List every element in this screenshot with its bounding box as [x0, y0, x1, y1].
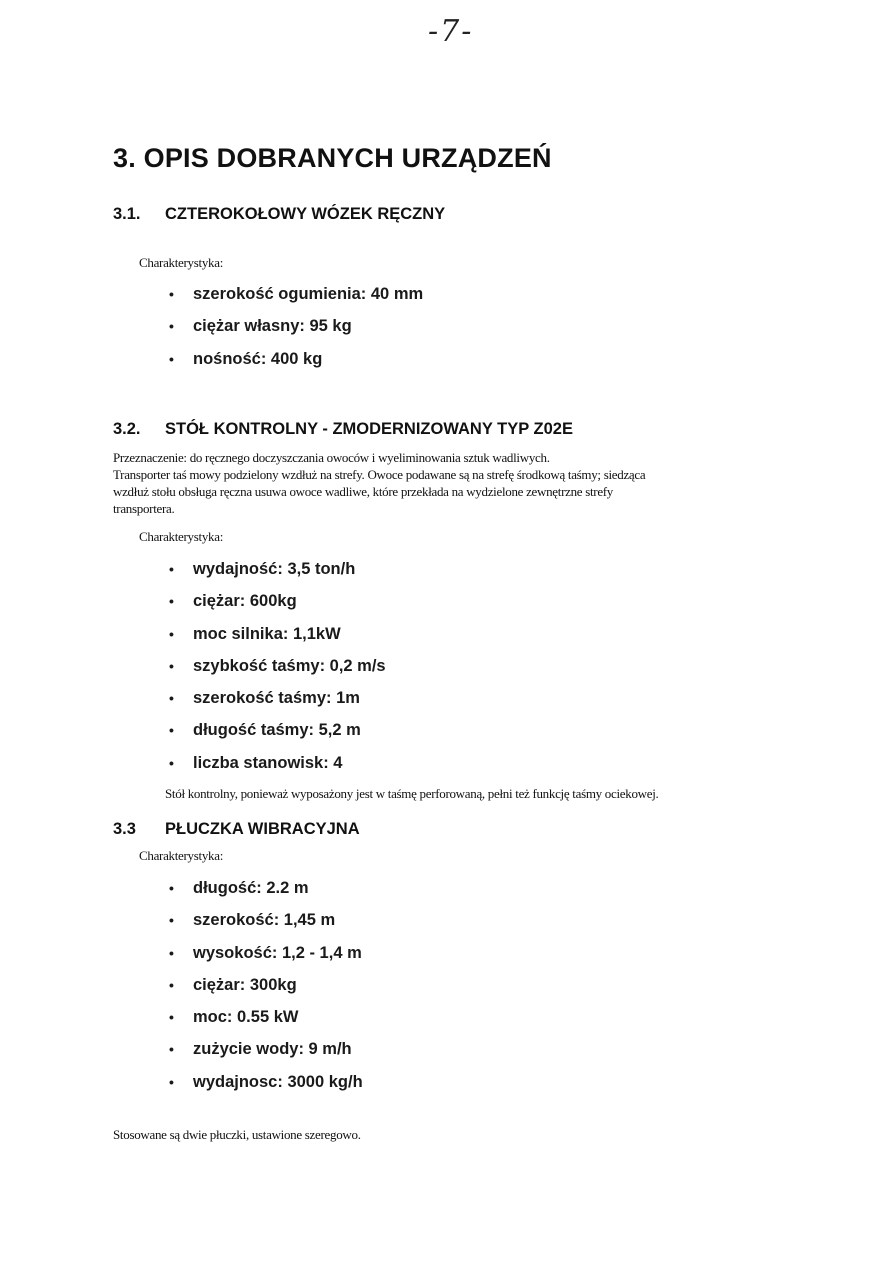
section-heading-3-2: [113, 420, 573, 439]
description-line: wzdłuż stołu obsługa ręczna usuwa owoce wadliwe, które przekłada na wydzielone zewnętrzne strefy: [113, 484, 614, 499]
section-title: PŁUCZKA WIBRACYJNA: [165, 820, 360, 838]
description-paragraph: [113, 449, 793, 517]
list-item: • szerokość ogumienia: 40 mm: [166, 283, 423, 315]
section-heading-3-3: [113, 820, 360, 839]
characteristics-label: Charakterystyka:: [139, 848, 224, 863]
spec-list-3-2: [166, 558, 386, 784]
section-title: STÓŁ KONTROLNY - ZMODERNIZOWANY TYP Z02E: [165, 420, 573, 438]
section-number: 3.1.: [113, 205, 141, 223]
list-item: • szerokość: 1,45 m: [166, 909, 363, 941]
section-title: CZTEROKOŁOWY WÓZEK RĘCZNY: [165, 205, 446, 223]
list-item: • moc: 0.55 kW: [166, 1006, 363, 1038]
characteristics-label: Charakterystyka:: [139, 529, 224, 544]
characteristics-label: Charakterystyka:: [139, 255, 224, 270]
description-line: transportera.: [113, 501, 175, 516]
spec-list-3-1: [166, 283, 423, 380]
list-item: • wysokość: 1,2 - 1,4 m: [166, 942, 363, 974]
description-line: Przeznaczenie: do ręcznego doczyszczania owoców i wyeliminowania sztuk wadliwych.: [113, 450, 550, 465]
list-item: • długość taśmy: 5,2 m: [166, 719, 386, 751]
spec-list-3-3: [166, 877, 363, 1103]
list-item: • ciężar: 300kg: [166, 974, 363, 1006]
note-text: Stosowane są dwie płuczki, ustawione szeregowo.: [113, 1127, 361, 1142]
list-item: • wydajnosc: 3000 kg/h: [166, 1071, 363, 1103]
page-number: -7-: [428, 14, 474, 49]
list-item: • zużycie wody: 9 m/h: [166, 1038, 363, 1070]
note-text: Stół kontrolny, ponieważ wyposażony jest w taśmę perforowaną, pełni też funkcję taśmy ociekowej.: [165, 786, 659, 801]
list-item: • wydajność: 3,5 ton/h: [166, 558, 386, 590]
list-item: • nośność: 400 kg: [166, 348, 423, 380]
list-item: • liczba stanowisk: 4: [166, 752, 386, 784]
list-item: • długość: 2.2 m: [166, 877, 363, 909]
section-number: 3.2.: [113, 420, 141, 438]
list-item: • ciężar własny: 95 kg: [166, 315, 423, 347]
list-item: • ciężar: 600kg: [166, 590, 386, 622]
list-item: • szerokość taśmy: 1m: [166, 687, 386, 719]
list-item: • moc silnika: 1,1kW: [166, 623, 386, 655]
section-number: 3.3: [113, 820, 136, 838]
description-line: Transporter taś mowy podzielony wzdłuż na strefy. Owoce podawane są na strefę środkową taśmy; siedząca: [113, 467, 646, 482]
section-heading-3-1: [113, 205, 445, 224]
page-title: 3. OPIS DOBRANYCH URZĄDZEŃ: [113, 143, 552, 173]
list-item: • szybkość taśmy: 0,2 m/s: [166, 655, 386, 687]
